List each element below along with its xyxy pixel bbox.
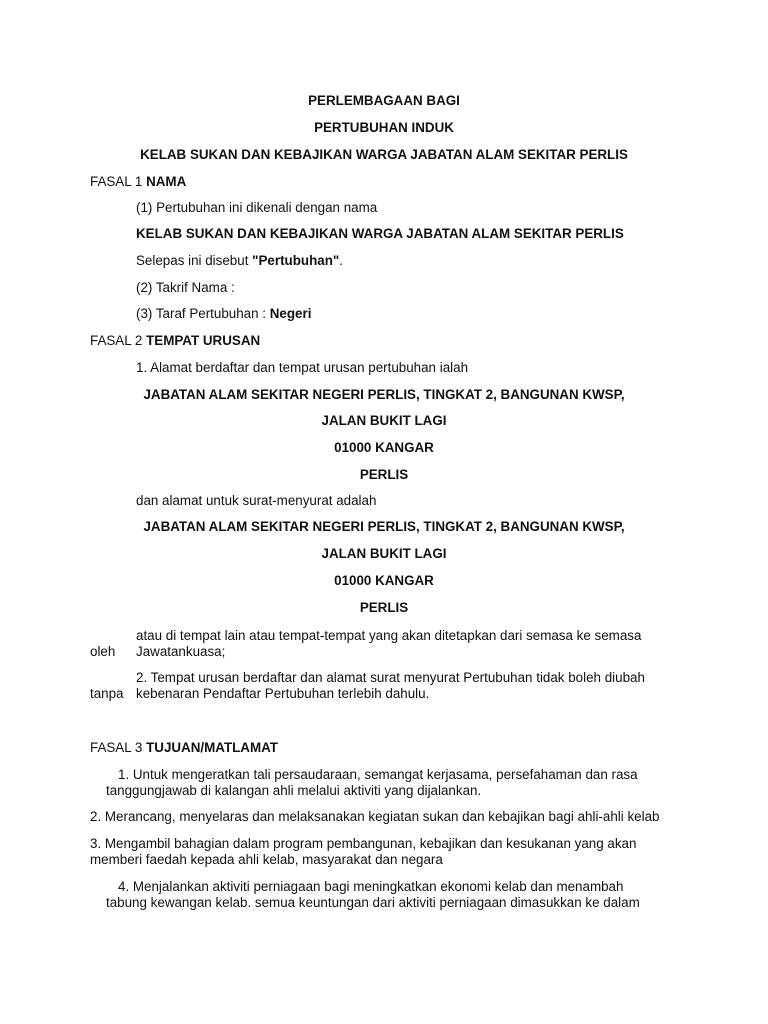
- fasal2-para2-left: tanpa: [90, 686, 124, 701]
- fasal3-item1-line2: tanggungjawab di kalangan ahli melalui aktiviti yang dijalankan.: [106, 783, 482, 798]
- doc-title-line3: KELAB SUKAN DAN KEBAJIKAN WARGA JABATAN ALAM SEKITAR PERLIS: [140, 147, 628, 162]
- fasal1-prefix: FASAL 1: [90, 174, 143, 189]
- fasal3-item4-line1: 4. Menjalankan aktiviti perniagaan bagi meningkatkan ekonomi kelab dan menambah: [118, 879, 624, 894]
- fasal2-lain-left: oleh: [90, 644, 116, 659]
- fasal1-heading: [90, 174, 186, 190]
- fasal2-surat: dan alamat untuk surat-menyurat adalah: [136, 493, 377, 508]
- fasal2-prefix: FASAL 2: [90, 333, 143, 348]
- fasal2-para1: 1. Alamat berdaftar dan tempat urusan pertubuhan ialah: [136, 360, 469, 375]
- fasal3-item4-line2: tabung kewangan kelab. semua keuntungan dari aktiviti perniagaan dimasukkan ke dalam: [106, 895, 640, 910]
- fasal1-title: NAMA: [146, 174, 187, 189]
- address1-line4: PERLIS: [359, 467, 409, 482]
- address1-line2: JALAN BUKIT LAGI: [321, 413, 447, 428]
- doc-title-line1: PERLEMBAGAAN BAGI: [308, 93, 460, 108]
- taraf-value: Negeri: [269, 306, 312, 321]
- fasal3-item3-line1: 3. Mengambil bahagian dalam program pembangunan, kebajikan dan kesukanan yang akan: [90, 836, 637, 851]
- fasal2-title: TEMPAT URUSAN: [146, 333, 261, 348]
- fasal2-lain-line2: Jawatankuasa;: [136, 644, 226, 659]
- fasal1-club-name: KELAB SUKAN DAN KEBAJIKAN WARGA JABATAN ALAM SEKITAR PERLIS: [136, 226, 624, 241]
- address2-line3: 01000 KANGAR: [334, 573, 434, 588]
- disebut-term: "Pertubuhan": [252, 253, 340, 268]
- fasal2-para2-line2: kebenaran Pendaftar Pertubuhan terlebih dahulu.: [136, 686, 430, 701]
- address2-line1: JABATAN ALAM SEKITAR NEGERI PERLIS, TINGKAT 2, BANGUNAN KWSP,: [143, 519, 625, 534]
- fasal2-heading: [90, 333, 260, 349]
- fasal3-item3-line2: memberi faedah kepada ahli kelab, masyarakat dan negara: [90, 852, 443, 867]
- fasal3-item2: 2. Merancang, menyelaras dan melaksanakan kegiatan sukan dan kebajikan bagi ahli-ahli kelab: [90, 809, 660, 824]
- fasal3-prefix: FASAL 3: [90, 740, 143, 755]
- address2-line4: PERLIS: [359, 600, 409, 615]
- address2-line2: JALAN BUKIT LAGI: [321, 546, 447, 561]
- fasal3-heading: [90, 740, 278, 756]
- disebut-end: .: [339, 253, 343, 268]
- fasal2-para2-line1: 2. Tempat urusan berdaftar dan alamat surat menyurat Pertubuhan tidak boleh diubah: [136, 670, 645, 685]
- disebut-text: Selepas ini disebut: [136, 253, 249, 268]
- fasal2-lain-line1: atau di tempat lain atau tempat-tempat yang akan ditetapkan dari semasa ke semasa: [136, 628, 642, 643]
- taraf-label: (3) Taraf Pertubuhan :: [136, 306, 267, 321]
- fasal3-item1-line1: 1. Untuk mengeratkan tali persaudaraan, semangat kerjasama, persefahaman dan rasa: [118, 767, 638, 782]
- fasal1-para1: (1) Pertubuhan ini dikenali dengan nama: [136, 200, 378, 215]
- doc-title-line2: PERTUBUHAN INDUK: [314, 120, 454, 135]
- fasal3-title: TUJUAN/MATLAMAT: [146, 740, 278, 755]
- address1-line1: JABATAN ALAM SEKITAR NEGERI PERLIS, TINGKAT 2, BANGUNAN KWSP,: [143, 387, 625, 402]
- fasal1-para3: [136, 306, 311, 322]
- address1-line3: 01000 KANGAR: [334, 440, 434, 455]
- fasal1-para2: (2) Takrif Nama :: [136, 280, 235, 295]
- fasal1-disebut: [136, 253, 343, 269]
